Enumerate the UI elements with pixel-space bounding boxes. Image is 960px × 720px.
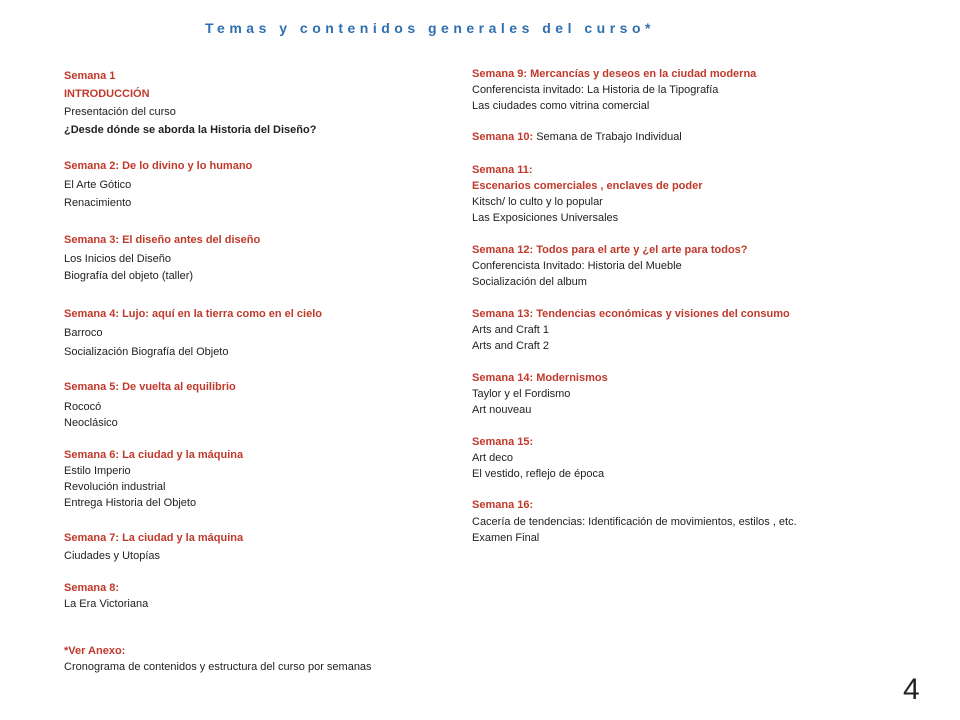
week-heading: Escenarios comerciales , enclaves de poder	[472, 180, 703, 192]
week-topic: Conferencista Invitado: Historia del Mueble	[472, 260, 682, 272]
week-heading: Semana 5: De vuelta al equilibrio	[64, 381, 236, 393]
week-topic: Art nouveau	[472, 404, 532, 416]
week-topic: Taylor y el Fordismo	[472, 388, 571, 400]
week-heading: Semana 10:	[472, 131, 534, 143]
week-topic: Socialización del album	[472, 276, 587, 288]
week-topic: La Era Victoriana	[64, 598, 149, 610]
week-topic: Ciudades y Utopías	[64, 550, 160, 562]
week-heading: Semana 1	[64, 70, 116, 82]
week-heading: Semana 11:	[472, 164, 533, 176]
week-heading: Semana 8:	[64, 582, 120, 594]
week-topic: ¿Desde dónde se aborda la Historia del Diseño?	[64, 124, 317, 136]
week-heading: Semana 16:	[472, 499, 534, 511]
annex-note	[64, 643, 464, 675]
week-heading: Semana 14: Modernismos	[472, 372, 608, 384]
week-heading: Semana 7: La ciudad y la máquina	[64, 532, 244, 544]
week-topic: Socialización Biografía del Objeto	[64, 346, 229, 358]
week-heading: Semana 4: Lujo: aquí en la tierra como en el cielo	[64, 308, 322, 320]
week-topic: Las Exposiciones Universales	[472, 212, 619, 224]
week-topic: Semana de Trabajo Individual	[533, 131, 682, 143]
week-topic: Revolución industrial	[64, 481, 166, 493]
week-heading: Semana 2: De lo divino y lo humano	[64, 160, 253, 172]
annex-note-text: Cronograma de contenidos y estructura del curso por semanas	[64, 661, 372, 673]
week-topic: Arts and Craft 1	[472, 324, 550, 336]
week-topic: Barroco	[64, 327, 103, 339]
annex-note-heading: *Ver Anexo:	[64, 645, 126, 657]
week-topic: Examen Final	[472, 532, 540, 544]
week-topic: Entrega Historia del Objeto	[64, 497, 197, 509]
week-heading: Semana 13: Tendencias económicas y visiones del consumo	[472, 308, 790, 320]
page-title: Temas y contenidos generales del curso*	[205, 20, 655, 36]
week-topic: Biografía del objeto (taller)	[64, 270, 194, 282]
week-topic: Art deco	[472, 452, 513, 464]
week-topic: Presentación del curso	[64, 106, 176, 118]
week-heading: INTRODUCCIÓN	[64, 88, 150, 100]
week-topic: Los Inicios del Diseño	[64, 253, 172, 265]
week-topic: Cacería de tendencias: Identificación de movimientos, estilos , etc.	[472, 516, 797, 528]
week-topic: Neoclásico	[64, 417, 118, 429]
week-topic: Estilo Imperio	[64, 465, 131, 477]
week-heading: Semana 3: El diseño antes del diseño	[64, 234, 261, 246]
page-number: 4	[903, 673, 920, 706]
week-topic: Conferencista invitado: La Historia de la Tipografía	[472, 84, 719, 96]
week-topic: El vestido, reflejo de época	[472, 468, 605, 480]
week-topic: Kitsch/ lo culto y lo popular	[472, 196, 603, 208]
week-heading: Semana 15:	[472, 436, 534, 448]
week-topic: Arts and Craft 2	[472, 340, 550, 352]
week-heading: Semana 9: Mercancías y deseos en la ciudad moderna	[472, 68, 757, 80]
week-topic: El Arte Gótico	[64, 179, 132, 191]
week-heading: Semana 6: La ciudad y la máquina	[64, 449, 244, 461]
week-topic: Las ciudades como vitrina comercial	[472, 100, 650, 112]
week-topic	[472, 129, 682, 145]
week-topic: Renacimiento	[64, 197, 132, 209]
week-topic: Rococó	[64, 401, 102, 413]
week-heading: Semana 12: Todos para el arte y ¿el arte para todos?	[472, 244, 748, 256]
